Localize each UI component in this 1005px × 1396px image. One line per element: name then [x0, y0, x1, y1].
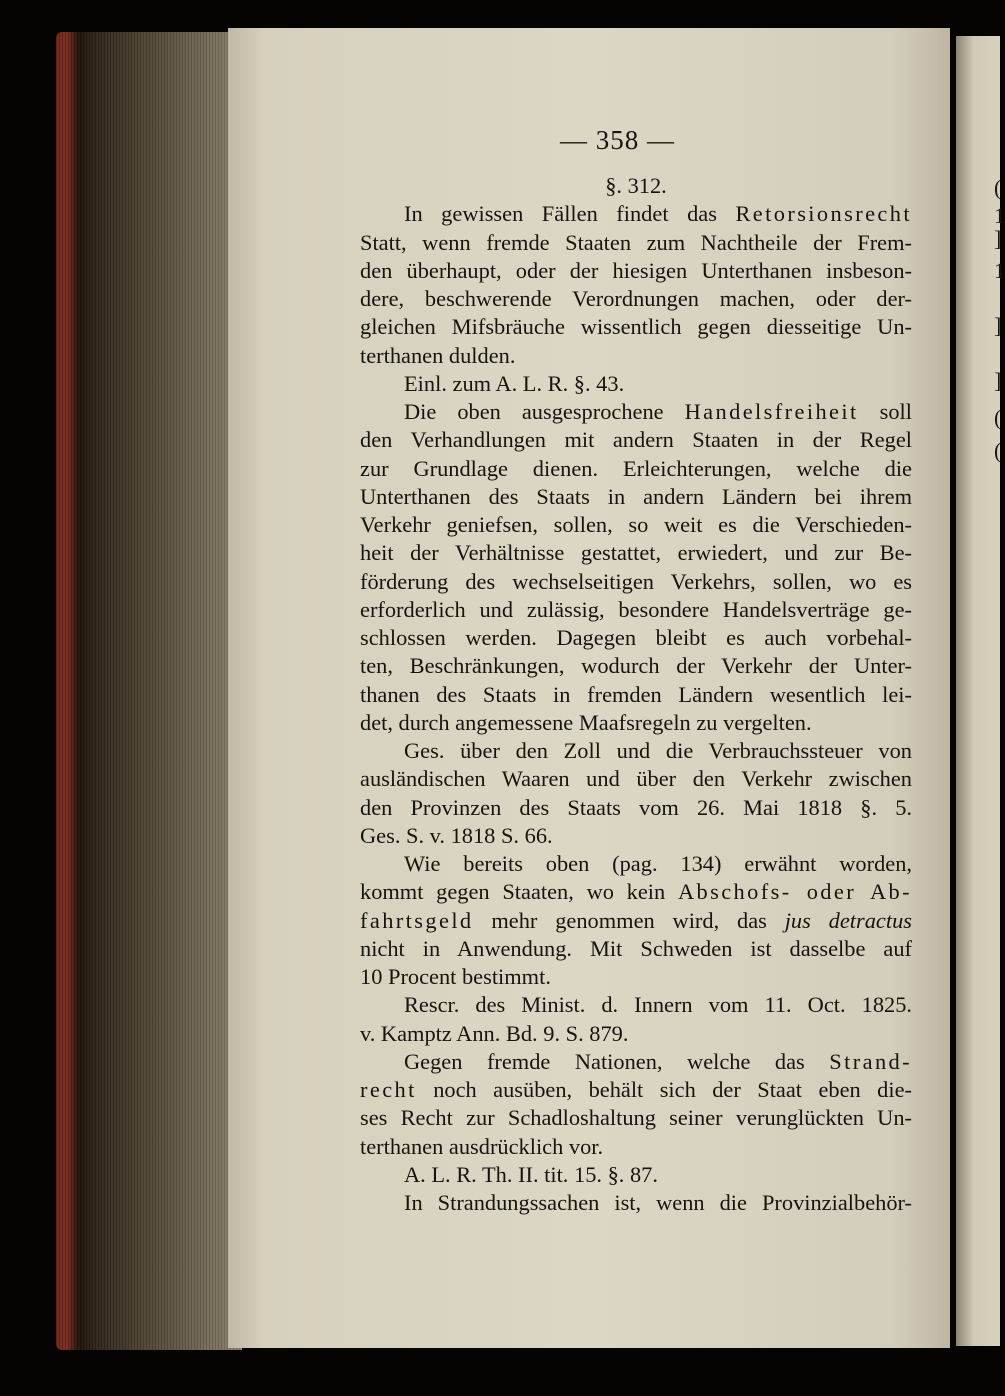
text-line: zur Grundlage dienen. Erleichterungen, welche die: [360, 455, 912, 481]
spaced-term: fahrtsgeld: [360, 907, 474, 933]
text-line: terthanen ausdrücklich vor.: [360, 1133, 604, 1159]
text-line: den Verhandlungen mit andern Staaten in der Regel: [360, 427, 912, 453]
citation-line: v. Kamptz Ann. Bd. 9. S. 879.: [360, 1020, 629, 1046]
margin-char: (: [994, 438, 1002, 463]
text-line: 10 Procent bestimmt.: [360, 964, 551, 989]
text-line: thanen des Staats in fremden Ländern wesentlich lei-: [360, 681, 912, 707]
text-line: fahrtsgeld mehr genommen wird, das jus detractus: [360, 907, 912, 933]
margin-char: ]: [994, 226, 1002, 251]
page-number: — 358 —: [560, 125, 675, 155]
margin-char: ]: [994, 313, 1002, 338]
text-line: In gewissen Fällen findet das Retorsionsrecht: [404, 201, 912, 227]
text-line: Verkehr geniefsen, sollen, so weit es die Verschieden-: [360, 512, 912, 537]
section-heading: §. 312.: [605, 173, 667, 198]
text-line: dere, beschwerende Verordnungen machen, oder der-: [360, 286, 912, 311]
citation-line: Ges. S. v. 1818 S. 66.: [360, 822, 553, 848]
text-line: det, durch angemessene Maafsregeln zu vergelten.: [360, 709, 812, 735]
citation-line: den Provinzen des Staats vom 26. Mai 1818 §. 5.: [360, 794, 912, 820]
text-line: förderung des wechselseitigen Verkehrs, sollen, wo es: [360, 568, 912, 594]
page-text: [360, 172, 912, 1217]
text-line: Gegen fremde Nationen, welche das Strand-: [404, 1048, 912, 1074]
text-line: nicht in Anwendung. Mit Schweden ist dasselbe auf: [360, 935, 912, 961]
text-line: recht noch ausüben, behält sich der Staat eben die-: [360, 1077, 912, 1102]
italic-term: jus detractus: [784, 907, 912, 933]
margin-char: (: [994, 175, 1002, 200]
text-line: terthanen dulden.: [360, 342, 516, 368]
citation-line: Rescr. des Minist. d. Innern vom 11. Oct. 1825.: [404, 992, 912, 1018]
margin-char: 1: [994, 258, 1005, 283]
citation-line: A. L. R. Th. II. tit. 15. §. 87.: [404, 1161, 658, 1187]
citation-line: Ges. über den Zoll und die Verbrauchssteuer von: [404, 738, 912, 763]
text-line: schlossen werden. Dagegen bleibt es auch vorbehal-: [360, 625, 912, 650]
text-line: Statt, wenn fremde Staaten zum Nachtheile der Frem-: [360, 229, 912, 255]
book-page-edges: [56, 32, 242, 1350]
text-line: heit der Verhältnisse gestattet, erwiedert, und zur Be-: [360, 540, 912, 566]
margin-char: (: [994, 405, 1002, 430]
text-line: ses Recht zur Schadloshaltung seiner verunglückten Un-: [360, 1105, 912, 1131]
spaced-term: recht: [360, 1077, 417, 1102]
text-line: gleichen Mifsbräuche wissentlich gegen diesseitige Un-: [360, 314, 912, 340]
text-line: Unterthanen des Staats in andern Ländern bei ihrem: [360, 483, 912, 509]
spaced-term: Retorsionsrecht: [735, 201, 912, 227]
citation-line: Einl. zum A. L. R. §. 43.: [404, 370, 625, 396]
text-line: In Strandungssachen ist, wenn die Provinzialbehör-: [404, 1190, 912, 1215]
spaced-term: Handelsfreiheit: [684, 399, 859, 424]
spaced-term: Abschofs- oder Ab-: [677, 879, 912, 905]
text-line: den überhaupt, oder der hiesigen Unterthanen insbeson-: [360, 257, 912, 283]
citation-line: ausländischen Waaren und über den Verkehr zwischen: [360, 766, 912, 792]
text-line: Wie bereits oben (pag. 134) erwähnt worden,: [404, 851, 912, 876]
margin-char: ]: [994, 368, 1002, 393]
text-line: Die oben ausgesprochene Handelsfreiheit soll: [404, 399, 912, 424]
text-line: kommt gegen Staaten, wo kein Abschofs- oder Ab-: [360, 879, 912, 905]
spaced-term: Strand-: [829, 1048, 912, 1074]
text-line: erforderlich und zulässig, besondere Handelsverträge ge-: [360, 596, 912, 622]
text-line: ten, Beschränkungen, wodurch der Verkehr der Unter-: [360, 653, 912, 679]
margin-char: 1: [994, 203, 1005, 228]
